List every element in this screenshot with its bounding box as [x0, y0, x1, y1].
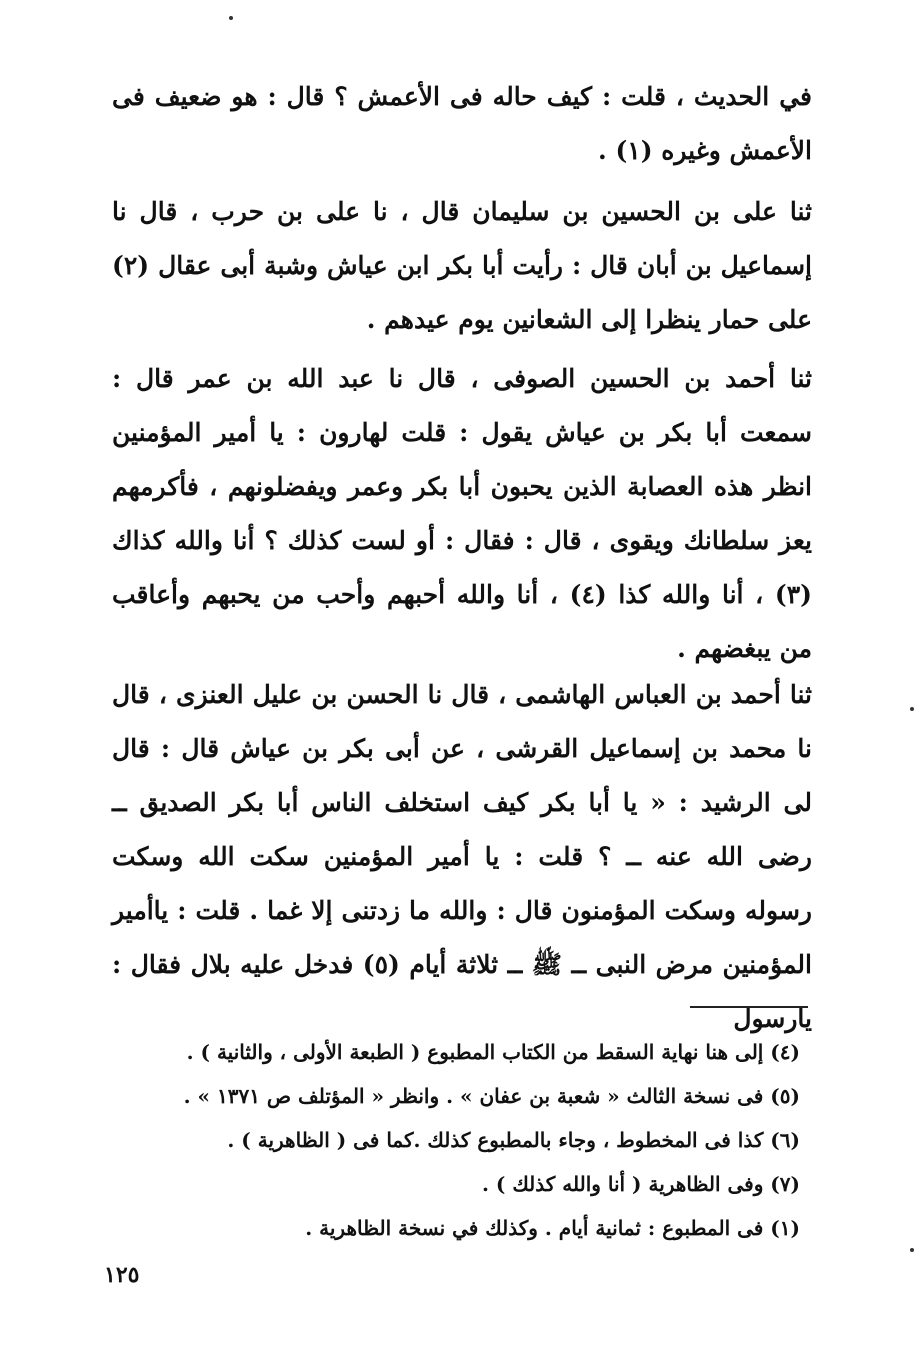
paragraph: ثنا على بن الحسين بن سليمان قال ، نا على بن حرب ، قال نا إسماعيل بن أبان قال : رأيت أبا بكر ابن عياش وشبة أبى عقال (٢) على حمار ينظرا إلى الشعانين يوم عيدهم .: [112, 197, 812, 334]
body-text-block: [112, 185, 812, 347]
body-text-block: [112, 352, 812, 676]
body-text-block: [112, 70, 812, 178]
paragraph: في الحديث ، قلت : كيف حاله فى الأعمش ؟ قال : هو ضعيف فى الأعمش وغيره (١) .: [112, 82, 812, 165]
footnote-divider: [690, 1006, 808, 1008]
footnotes: [120, 1030, 800, 1250]
scan-speck: [910, 1248, 914, 1252]
body-text-block: [112, 668, 812, 1046]
paragraph: ثنا أحمد بن العباس الهاشمى ، قال نا الحسن بن عليل العنزى ، قال نا محمد بن إسماعيل القرشى ، عن أبى بكر بن عياش قال : قال لى الرشيد : « يا أبا بكر كيف استخلف الناس أبا بكر الصديق ــ رضى الله عنه ــ ؟ قلت : يا أمير المؤمنين سكت الله وسكت رسوله وسكت المؤمنون قال : والله ما زدتنى إلا غما . قلت : ياأمير المؤمنين مرض النبى ــ ﷺ ــ ثلاثة أيام (٥) فدخل عليه بلال فقال : يارسول: [112, 680, 812, 1033]
scan-speck: [229, 16, 233, 20]
footnote: (٧) وفى الظاهرية ( أنا والله كذلك ) .: [481, 1172, 800, 1196]
footnote: (٦) كذا فى المخطوط ، وجاء بالمطبوع كذلك .كما فى ( الظاهرية ) .: [227, 1128, 800, 1152]
page-number: ١٢٥: [104, 1262, 140, 1288]
footnote: (١) فى المطبوع : ثمانية أيام . وكذلك في نسخة الظاهرية .: [305, 1216, 800, 1240]
footnote: (٤) إلى هنا نهاية السقط من الكتاب المطبوع ( الطبعة الأولى ، والثانية ) .: [186, 1040, 800, 1064]
scan-speck: [910, 707, 914, 711]
paragraph: ثنا أحمد بن الحسين الصوفى ، قال نا عبد الله بن عمر قال : سمعت أبا بكر بن عياش يقول : قلت لهارون : يا أمير المؤمنين انظر هذه العصابة الذين يحبون أبا بكر وعمر ويفضلونهم ، فأكرمهم يعز سلطانك ويقوى ، قال : فقال : أو لست كذلك ؟ أنا والله كذاك (٣) ، أنا والله كذا (٤) ، أنا والله أحبهم وأحب من يحبهم وأعاقب من يبغضهم .: [112, 364, 812, 663]
footnote: (٥) فى نسخة الثالث « شعبة بن عفان » . وانظر « المؤتلف ص ١٣٧١ » .: [183, 1084, 800, 1108]
